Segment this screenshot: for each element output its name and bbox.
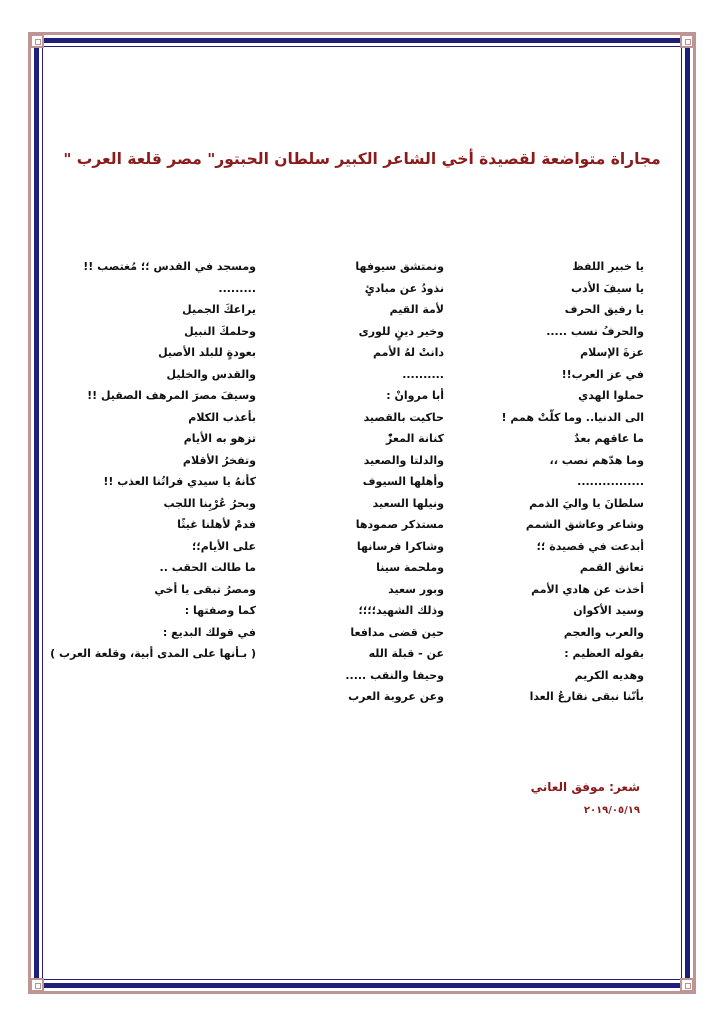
poem-line: وتفخرُ الأقلام — [182, 453, 256, 467]
poem-line: وشاعر وعاشق الشمم — [525, 518, 644, 531]
poem-line: مستذكر صمودها — [355, 518, 444, 531]
author-signature: شعر: موفق العاني — [530, 780, 640, 794]
poem-line: وسيد الأكوان — [573, 604, 644, 617]
poem-line: وذلك الشهيد؛؛؛؛ — [358, 604, 444, 617]
poem-line: دانتْ لهُ الأمم — [372, 346, 444, 359]
poem-line: وخير دينٍ للورى — [358, 324, 444, 338]
poem-line: وعن عروبة العرب — [348, 690, 444, 703]
poem-line: لأمة القيم — [389, 303, 444, 316]
corner-ornament-bottom-right — [680, 978, 694, 992]
poem-line: فدمْ لأهلنا غيثًا — [177, 518, 256, 531]
poem-line: بعودةٍ للبلد الأصيل — [158, 346, 256, 359]
poem-line: حاكيت بالقصيد — [363, 410, 444, 424]
poem-line: في قولك البديع : — [162, 625, 256, 639]
poem-line: أبا مروانْ : — [386, 389, 444, 402]
poem-line: والدلتا والصعيد — [363, 453, 444, 467]
poem-line: كما وصفتها : — [184, 604, 256, 617]
poem-line: عن - قبلة الله — [368, 647, 444, 660]
poem-line: كنانة المعزّْ — [386, 432, 444, 445]
poem-line: وأهلها السيوف — [362, 475, 444, 488]
document-title: مجاراة متواضعة لقصيدة أخي الشاعر الكبير سلطان الحبتور" مصر قلعة العرب " — [63, 150, 661, 168]
poem-line: ما طالت الحقب .. — [159, 561, 256, 574]
poem-column-left — [50, 256, 256, 665]
poem-line: وما هدّهم نصب ،، — [549, 453, 644, 467]
poem-line: نذودُ عن مبادئٍ — [364, 281, 444, 295]
poem-line: والقدس والخليل — [166, 367, 256, 381]
poem-line: وبحرُ عُرْبِنا اللجب — [163, 496, 256, 510]
poem-line: والحرفُ نسب ..... — [546, 324, 644, 338]
poem-line: حين قضى مدافعا — [350, 625, 444, 639]
poem-line: .......... — [402, 367, 444, 381]
poem-line: ما عاقهم بعدٌ — [573, 432, 644, 445]
poem-line: ونمتشق سيوفها — [355, 260, 444, 273]
poem-line: ومصرُ تبقى يا أخي — [154, 582, 256, 596]
poem-line: ......... — [218, 281, 256, 295]
poem-line: يا سيفَ الأدب — [571, 281, 644, 295]
poem-line: وبور سعيد — [388, 582, 444, 596]
poem-line: يا خبير اللفظ — [572, 260, 644, 273]
poem-line: يراعكَ الجميل — [182, 303, 256, 316]
poem-line: وهديه الكريم — [574, 668, 644, 682]
poem-date: ٢٠١٩/٠٥/١٩ — [583, 805, 640, 816]
poem-line: على الأيام؛؛ — [191, 539, 256, 553]
poem-line: كأنهُ يا سيدي فراتُنا العذب !! — [103, 475, 256, 488]
poem-line: ومسجد في القدس ؛؛ مُغتصب !! — [83, 260, 256, 273]
poem-line: وحلمكَ النبيل — [184, 324, 256, 338]
corner-ornament-bottom-left — [30, 978, 44, 992]
poem-column-middle — [294, 256, 444, 708]
poem-line: والعرب والعجم — [563, 625, 644, 639]
poem-line: حملوا الهدي — [578, 389, 644, 402]
poem-line: بأنّنا نبقى نقارعُ العدا — [529, 690, 644, 703]
poem-line: سلطانَ يا واليَ الذمم — [529, 496, 644, 510]
poem-line: تعانق القمم — [579, 561, 644, 574]
corner-ornament-top-left — [30, 34, 44, 48]
poem-line: تزهو به الأيام — [183, 432, 256, 445]
poem-line: ونيلها السعيد — [372, 496, 444, 510]
poem-line: ( بـأنها على المدى أبية، وقلعة العرب ) — [50, 647, 256, 660]
poem-line: في عز العرب!! — [561, 367, 644, 381]
poem-line: وشاكرا فرسانها — [356, 539, 444, 553]
poem-line: وملحمة سينا — [376, 561, 444, 574]
poem-line: الى الدنيا.. وما كلّتْ همم ! — [501, 410, 644, 424]
corner-ornament-top-right — [680, 34, 694, 48]
poem-line: ................ — [577, 475, 644, 488]
poem-line: بأعذب الكلام — [188, 410, 256, 424]
poem-line: وسيفَ مصرَ المرهف الصقيل !! — [87, 389, 256, 402]
poem-line: يا رفيق الحرف — [564, 303, 644, 316]
poem-column-right — [454, 256, 644, 708]
poem-line: أبدعت في قصيدة ؛؛ — [536, 539, 644, 553]
poem-line: أخذت عن هادي الأمم — [531, 582, 644, 596]
poem-line: وحيفا والنقب ..... — [345, 668, 444, 682]
poem-line: بقوله العظيم : — [564, 647, 644, 660]
poem-line: عزةَ الإسلام — [580, 346, 644, 359]
